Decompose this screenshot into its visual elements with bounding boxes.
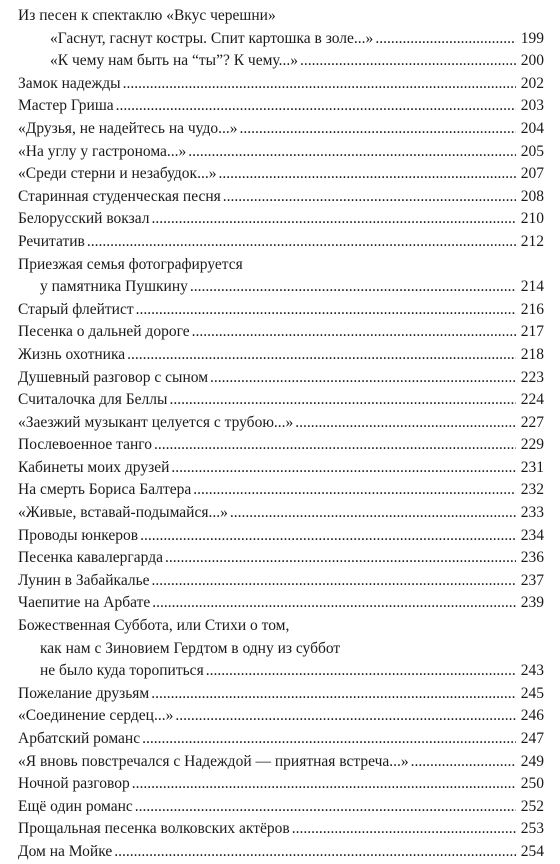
toc-entry-page-number: 250 <box>520 775 544 793</box>
toc-entry-title: Пожелание друзьям <box>18 684 150 702</box>
toc-entry <box>18 570 544 593</box>
toc-entry-line <box>18 141 544 164</box>
toc-entry-line <box>18 570 544 593</box>
toc-entry <box>18 773 544 796</box>
toc-entry-line <box>18 28 544 51</box>
toc-entry <box>18 796 544 819</box>
toc-entry-page-number: 207 <box>520 165 544 183</box>
dot-leader <box>192 321 516 344</box>
toc-entry-title: Мастер Гриша <box>18 97 114 115</box>
dot-leader <box>239 118 516 141</box>
toc-entry-line <box>18 50 544 73</box>
toc-entry-line <box>18 95 544 118</box>
toc-entry-page-number: 239 <box>520 594 544 612</box>
toc-entry-title: Прощальная песенка волковских актёров <box>18 820 290 838</box>
toc-entry-title: Старинная студенческая песня <box>18 187 221 205</box>
toc-entry-title: Кабинеты моих друзей <box>18 458 170 476</box>
toc-entry-title: Песенка кавалергарда <box>18 549 163 567</box>
toc-entry-line <box>18 705 544 728</box>
toc-entry <box>18 615 544 683</box>
toc-entry-page-number: 203 <box>520 97 544 115</box>
toc-entry-page-number: 232 <box>520 481 544 499</box>
toc-entry-page-number: 208 <box>520 187 544 205</box>
toc-entry-line <box>18 389 544 412</box>
toc-entry <box>18 186 544 209</box>
toc-entry-title: «Друзья, не надейтесь на чудо...» <box>18 119 238 137</box>
toc-entry-line <box>18 728 544 751</box>
toc-entry-line <box>18 276 544 299</box>
dot-leader <box>292 818 516 841</box>
toc-entry <box>18 141 544 164</box>
toc-entry-line <box>18 299 544 322</box>
toc-entry-page-number: 227 <box>520 413 544 431</box>
dot-leader <box>152 592 516 615</box>
toc-entry-line <box>18 434 544 457</box>
toc-entry-page-number: 246 <box>520 707 544 725</box>
toc-entry <box>18 321 544 344</box>
toc-entry-title: Лунин в Забайкалье <box>18 571 150 589</box>
toc-entry <box>18 841 544 864</box>
toc-entry <box>18 818 544 841</box>
toc-entry-title: Дом на Мойке <box>18 842 113 860</box>
toc-entry-title: Проводы юнкеров <box>18 526 139 544</box>
toc-entry <box>18 299 544 322</box>
toc-entry-line <box>18 479 544 502</box>
toc-entry-title: Ночной разговор <box>18 775 130 793</box>
toc-entry-page-number: 243 <box>520 662 544 680</box>
toc-entry-line <box>18 818 544 841</box>
dot-leader <box>151 208 516 231</box>
toc-entry <box>18 208 544 231</box>
toc-entry-page-number: 224 <box>520 391 544 409</box>
dot-leader <box>171 457 516 480</box>
toc-entry-page-number: 254 <box>520 842 544 860</box>
toc-entry-title: «На углу у гастронома...» <box>18 142 187 160</box>
toc-entry-line <box>18 683 544 706</box>
toc-entry <box>18 705 544 728</box>
toc-entry <box>18 728 544 751</box>
toc-entry-page-number: 229 <box>520 436 544 454</box>
toc-entry <box>18 457 544 480</box>
toc-entry <box>18 502 544 525</box>
dot-leader <box>375 28 516 51</box>
toc-entry <box>18 751 544 774</box>
toc-entry-title: На смерть Бориса Балтера <box>18 481 192 499</box>
dot-leader <box>190 276 516 299</box>
dot-leader <box>300 50 516 73</box>
dot-leader <box>151 683 516 706</box>
dot-leader <box>87 231 516 254</box>
toc-entry-title: Душевный разговор с сыном <box>18 368 209 386</box>
toc-entry-line <box>18 457 544 480</box>
toc-entry-line <box>18 367 544 390</box>
toc-entry-title: у памятника Пушкину <box>40 278 188 296</box>
toc-entry-line <box>18 118 544 141</box>
toc-entry-title: Чаепитие на Арбате <box>18 594 151 612</box>
toc-entry-line <box>18 841 544 864</box>
dot-leader <box>123 73 516 96</box>
toc-entry-page-number: 237 <box>520 571 544 589</box>
toc-entry-title: Считалочка для Беллы <box>18 391 168 409</box>
toc-entry <box>18 525 544 548</box>
toc-entry-line <box>18 344 544 367</box>
toc-entry-title: «Среди стерни и незабудок...» <box>18 165 217 183</box>
toc-entry-title: Послевоенное танго <box>18 436 152 454</box>
dot-leader <box>140 525 516 548</box>
dot-leader <box>127 344 516 367</box>
dot-leader <box>210 367 516 390</box>
toc-entry-line <box>18 525 544 548</box>
toc-entry-title: «Живые, вставай-подымайся...» <box>18 504 228 522</box>
toc-entry <box>18 412 544 435</box>
toc-entry-page-number: 218 <box>520 345 544 363</box>
toc-entry-title: Старый флейтист <box>18 300 134 318</box>
toc-entry <box>18 479 544 502</box>
toc-entry-line <box>18 208 544 231</box>
toc-entry <box>18 50 544 73</box>
toc-entry-line <box>18 231 544 254</box>
toc-entry-title: Жизнь охотника <box>18 345 126 363</box>
toc-entry-line <box>18 547 544 570</box>
toc-entry-title: «Я вновь повстречался с Надеждой — приятная встреча...» <box>18 752 409 770</box>
toc-entry-page-number: 234 <box>520 526 544 544</box>
toc-entry <box>18 434 544 457</box>
dot-leader <box>206 660 516 683</box>
toc-entry-page-number: 217 <box>520 323 544 341</box>
toc-entry-page-number: 253 <box>520 820 544 838</box>
toc-entry-page-number: 204 <box>520 119 544 137</box>
dot-leader <box>193 479 516 502</box>
toc-entry-title: Белорусский вокзал <box>18 210 150 228</box>
dot-leader <box>188 141 516 164</box>
toc-entry-title: как нам с Зиновием Гердтом в одну из суббот <box>40 639 341 657</box>
toc-entry-line <box>18 186 544 209</box>
toc-entry-line <box>18 502 544 525</box>
toc-entry-page-number: 249 <box>520 752 544 770</box>
toc-entry-page-number: 247 <box>520 730 544 747</box>
toc-entry-title: Замок надежды <box>18 74 121 92</box>
toc-entry <box>18 73 544 96</box>
toc-entry-line <box>18 751 544 774</box>
toc-entry-page-number: 231 <box>520 458 544 476</box>
dot-leader <box>142 728 516 751</box>
toc-entry-title: Приезжая семья фотографируется <box>18 255 243 273</box>
toc-entry <box>18 254 544 299</box>
toc-entry-page-number: 236 <box>520 549 544 567</box>
toc-entry-line <box>18 592 544 615</box>
toc-entry-page-number: 233 <box>520 504 544 522</box>
toc-entry <box>18 5 544 28</box>
toc-entry-page-number: 202 <box>520 74 544 92</box>
dot-leader <box>165 547 516 570</box>
toc-entry-page-number: 210 <box>520 210 544 228</box>
dot-leader <box>218 163 516 186</box>
toc-entry <box>18 118 544 141</box>
dot-leader <box>135 796 516 819</box>
toc-entry <box>18 389 544 412</box>
dot-leader <box>175 705 516 728</box>
toc-entry-page-number: 216 <box>520 300 544 318</box>
table-of-contents <box>18 5 544 864</box>
toc-entry-title: Арбатский романс <box>18 730 141 747</box>
dot-leader <box>116 95 516 118</box>
dot-leader <box>136 299 516 322</box>
toc-entry-page-number: 245 <box>520 684 544 702</box>
toc-entry-page-number: 252 <box>520 797 544 815</box>
toc-entry <box>18 95 544 118</box>
toc-entry <box>18 547 544 570</box>
toc-entry-title: «К чему нам быть на “ты”? К чему...» <box>50 52 298 70</box>
toc-entry-line <box>18 660 544 683</box>
toc-entry-page-number: 205 <box>520 142 544 160</box>
toc-entry <box>18 367 544 390</box>
toc-entry-title: Из песен к спектаклю «Вкус черешни» <box>18 7 276 24</box>
toc-entry <box>18 344 544 367</box>
dot-leader <box>154 434 516 457</box>
toc-entry-line <box>18 163 544 186</box>
toc-entry-line <box>18 773 544 796</box>
toc-entry <box>18 28 544 51</box>
toc-entry-title: «Заезжий музыкант целуется с трубою...» <box>18 413 294 431</box>
toc-entry-page-number: 223 <box>520 368 544 386</box>
toc-entry-page-number: 212 <box>520 232 544 250</box>
toc-entry-title: Речитатив <box>18 232 85 250</box>
toc-entry-title: Божественная Суббота, или Стихи о том, <box>18 617 290 635</box>
toc-entry-page-number: 214 <box>520 278 544 296</box>
toc-entry <box>18 163 544 186</box>
toc-entry <box>18 683 544 706</box>
dot-leader <box>223 186 516 209</box>
toc-entry-line <box>18 796 544 819</box>
toc-entry <box>18 231 544 254</box>
dot-leader <box>132 773 516 796</box>
dot-leader <box>295 412 516 435</box>
toc-entry-title: Ещё один романс <box>18 797 133 815</box>
dot-leader <box>114 841 516 864</box>
toc-entry <box>18 592 544 615</box>
toc-entry-title: не было куда торопиться <box>40 662 204 680</box>
toc-entry-line <box>18 73 544 96</box>
dot-leader <box>230 502 516 525</box>
toc-entry-page-number: 200 <box>520 52 544 70</box>
toc-entry-title: «Соединение сердец...» <box>18 707 174 725</box>
dot-leader <box>169 389 516 412</box>
toc-entry-title: Песенка о дальней дороге <box>18 323 190 341</box>
toc-entry-title: «Гаснут, гаснут костры. Спит картошка в золе...» <box>50 29 374 47</box>
dot-leader <box>411 751 516 774</box>
toc-entry-line <box>18 412 544 435</box>
toc-entry-line <box>18 321 544 344</box>
toc-entry-page-number: 199 <box>520 29 544 47</box>
dot-leader <box>152 570 516 593</box>
